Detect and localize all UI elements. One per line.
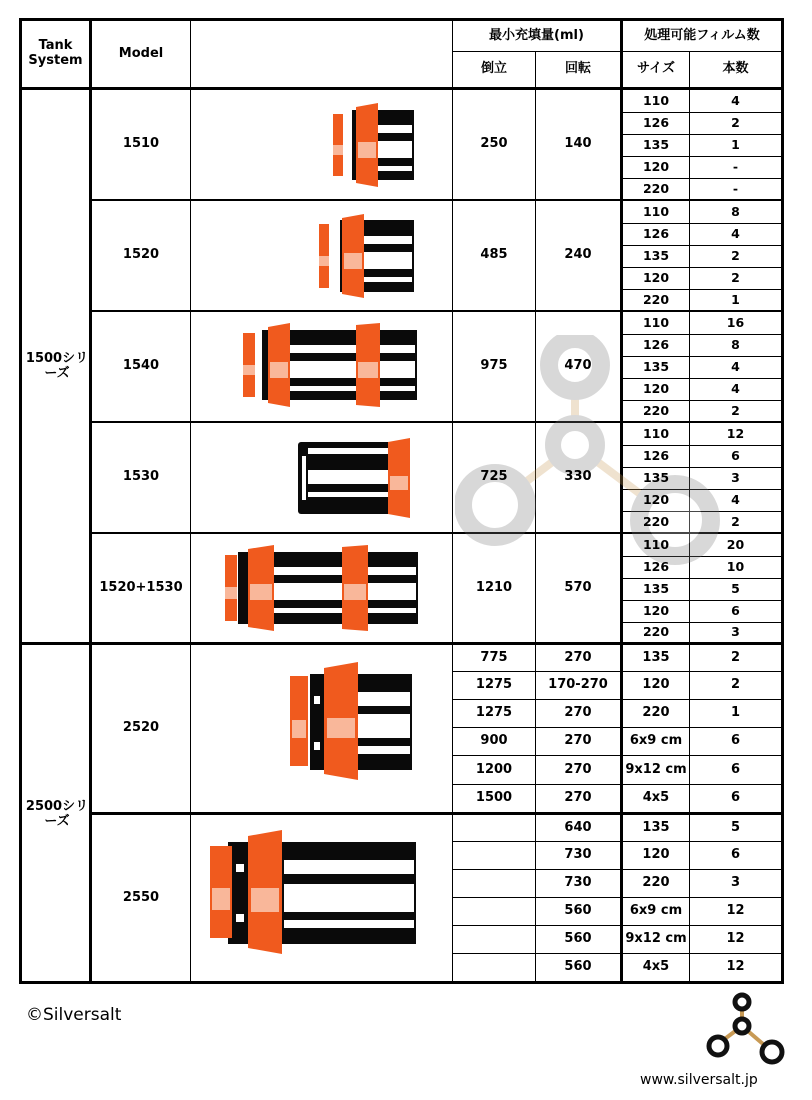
- film-count: 6: [730, 847, 741, 863]
- upright-value: 725: [480, 469, 508, 485]
- rotation-value: 560: [564, 931, 592, 947]
- tank-illustration: [208, 830, 418, 954]
- rotation-value: 140: [564, 136, 592, 152]
- film-size: 126: [642, 337, 670, 353]
- model-name: 2520: [122, 720, 160, 736]
- film-size: 4x5: [642, 790, 670, 806]
- film-count: 2: [731, 402, 740, 418]
- website-url[interactable]: www.silversalt.jp: [640, 1072, 758, 1088]
- series-2500-label: 2500シリーズ: [25, 799, 89, 829]
- film-count: 6: [731, 448, 740, 464]
- model-name: 1520+1530: [99, 579, 183, 595]
- film-size: 110: [642, 536, 670, 552]
- upright-value: 1210: [475, 579, 513, 595]
- film-count: 4: [731, 492, 740, 508]
- film-size: 220: [642, 291, 670, 307]
- film-size: 126: [642, 115, 670, 131]
- film-count: 12: [726, 931, 745, 947]
- film-size: 120: [642, 847, 670, 863]
- film-size: 135: [642, 581, 670, 597]
- copyright-text: ©Silversalt: [26, 1005, 122, 1025]
- film-count: 6: [730, 761, 741, 777]
- film-count: 12: [726, 425, 745, 441]
- film-count: -: [732, 180, 739, 196]
- film-size: 120: [642, 159, 670, 175]
- rotation-value: 470: [564, 358, 592, 374]
- film-size: 220: [642, 875, 670, 891]
- header-rotation: 回転: [564, 61, 591, 77]
- model-name: 1520: [122, 247, 160, 263]
- film-size: 126: [642, 448, 670, 464]
- film-size: 120: [642, 270, 670, 286]
- rotation-value: 270: [564, 761, 592, 777]
- film-count: -: [732, 159, 739, 175]
- rotation-value: 240: [564, 247, 592, 263]
- series-1500-label: 1500シリーズ: [25, 351, 89, 381]
- film-count: 5: [730, 819, 741, 835]
- silversalt-logo-icon: [702, 992, 792, 1070]
- upright-value: 1275: [475, 677, 513, 693]
- rotation-value: 730: [564, 875, 592, 891]
- film-size: 110: [642, 425, 670, 441]
- film-count: 6: [731, 603, 740, 619]
- film-count: 2: [731, 513, 740, 529]
- film-count: 16: [726, 314, 745, 330]
- tank-illustration: [330, 103, 420, 187]
- rotation-value: 730: [564, 847, 592, 863]
- film-count: 1: [731, 291, 740, 307]
- model-name: 1540: [122, 358, 160, 374]
- film-size: 126: [642, 559, 670, 575]
- rotation-value: 570: [564, 579, 592, 595]
- film-size: 110: [642, 314, 670, 330]
- film-size: 220: [642, 513, 670, 529]
- film-size: 9x12 cm: [625, 931, 687, 947]
- film-count: 6: [730, 790, 741, 806]
- tank-illustration: [294, 436, 414, 520]
- film-size: 126: [642, 226, 670, 242]
- film-size: 120: [642, 492, 670, 508]
- header-film-capacity: 処理可能フィルム数: [644, 27, 760, 43]
- header-min-fill: 最小充填量(ml): [489, 27, 584, 43]
- film-size: 220: [642, 180, 670, 196]
- rotation-value: 170-270: [548, 677, 608, 693]
- upright-value: 1200: [475, 761, 513, 777]
- film-size: 135: [642, 649, 670, 665]
- film-count: 1: [731, 137, 740, 153]
- rotation-value: 270: [564, 790, 592, 806]
- upright-value: 900: [480, 733, 508, 749]
- film-count: 12: [726, 903, 745, 919]
- upright-value: 1275: [475, 705, 513, 721]
- film-size: 220: [642, 705, 670, 721]
- rotation-value: 640: [564, 819, 592, 835]
- film-size: 135: [642, 137, 670, 153]
- upright-value: 485: [480, 247, 508, 263]
- film-count: 8: [731, 337, 740, 353]
- header-tank-system: Tank System: [28, 38, 83, 68]
- upright-value: 250: [480, 136, 508, 152]
- upright-value: 1500: [475, 790, 513, 806]
- rotation-value: 270: [564, 705, 592, 721]
- film-size: 6x9 cm: [629, 903, 683, 919]
- film-count: 3: [731, 470, 740, 486]
- film-count: 2: [730, 677, 741, 693]
- tank-illustration: [316, 214, 416, 298]
- film-count: 10: [726, 559, 745, 575]
- film-size: 120: [642, 381, 670, 397]
- rotation-value: 330: [564, 469, 592, 485]
- film-size: 6x9 cm: [629, 733, 683, 749]
- film-count: 1: [730, 705, 741, 721]
- film-size: 120: [642, 603, 670, 619]
- film-count: 5: [731, 581, 740, 597]
- film-size: 220: [642, 624, 670, 640]
- header-count: 本数: [722, 61, 749, 77]
- film-size: 4x5: [642, 959, 670, 975]
- model-name: 1510: [122, 136, 160, 152]
- film-count: 8: [731, 203, 740, 219]
- film-count: 3: [730, 875, 741, 891]
- film-count: 4: [731, 226, 740, 242]
- film-count: 3: [731, 624, 740, 640]
- header-size: サイズ: [637, 61, 675, 77]
- film-count: 12: [726, 959, 745, 975]
- upright-value: 975: [480, 358, 508, 374]
- film-size: 9x12 cm: [625, 761, 687, 777]
- upright-value: 775: [480, 649, 508, 665]
- tank-illustration: [222, 545, 422, 631]
- film-size: 135: [642, 248, 670, 264]
- rotation-value: 560: [564, 959, 592, 975]
- film-count: 20: [726, 536, 745, 552]
- tank-illustration: [240, 323, 420, 407]
- header-model: Model: [118, 45, 164, 61]
- model-name: 1530: [122, 469, 160, 485]
- film-count: 6: [730, 733, 741, 749]
- film-count: 4: [731, 359, 740, 375]
- model-name: 2550: [122, 889, 160, 905]
- film-count: 2: [731, 248, 740, 264]
- film-size: 135: [642, 819, 670, 835]
- header-upright: 倒立: [480, 61, 507, 77]
- film-count: 2: [731, 270, 740, 286]
- film-count: 2: [731, 115, 740, 131]
- film-size: 110: [642, 92, 670, 108]
- film-count: 2: [730, 649, 741, 665]
- film-count: 4: [731, 92, 740, 108]
- film-size: 135: [642, 359, 670, 375]
- film-size: 110: [642, 203, 670, 219]
- film-size: 220: [642, 402, 670, 418]
- film-count: 4: [731, 381, 740, 397]
- rotation-value: 270: [564, 733, 592, 749]
- film-size: 120: [642, 677, 670, 693]
- film-size: 135: [642, 470, 670, 486]
- rotation-value: 560: [564, 903, 592, 919]
- tank-illustration: [288, 662, 416, 780]
- rotation-value: 270: [564, 649, 592, 665]
